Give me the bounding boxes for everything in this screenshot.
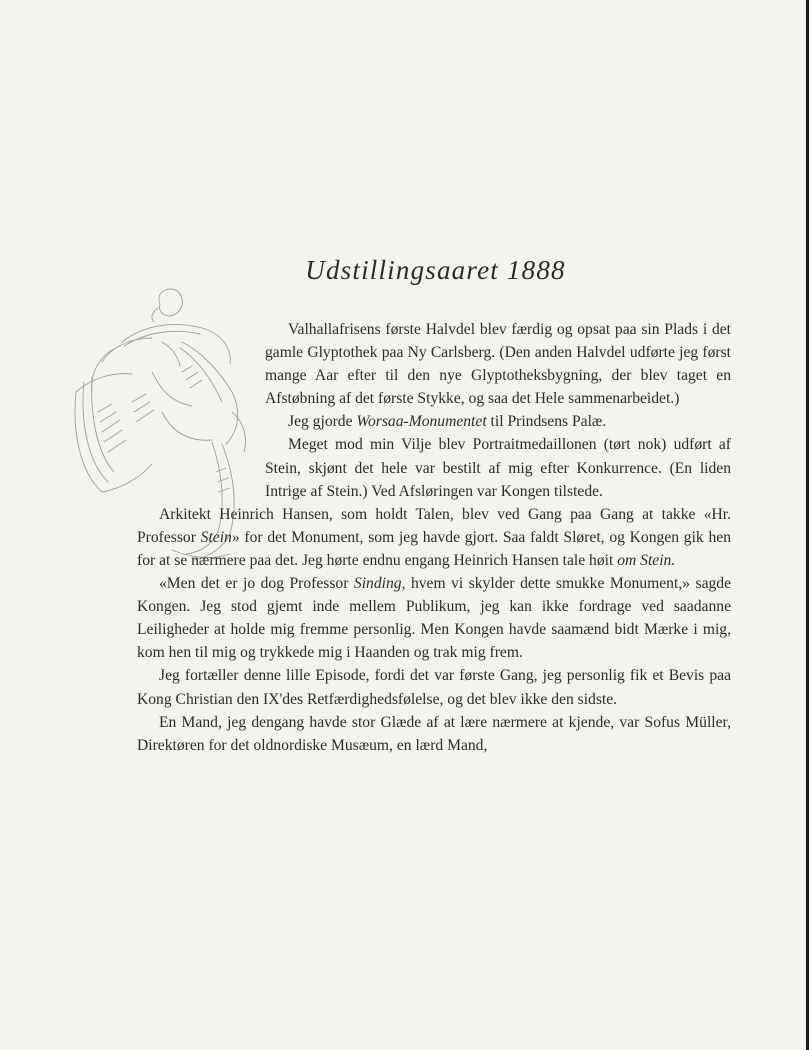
italic-text: om Stein. (617, 551, 676, 569)
paragraph (137, 664, 731, 710)
paragraph (137, 318, 731, 410)
text-run: Jeg gjorde (288, 413, 357, 431)
text-run: Arkitekt Heinrich Hansen, som holdt Talen, blev ved Gang paa Gang at takke «Hr. Professor (137, 505, 731, 546)
text-run: Valhallafrisens første Halvdel blev færdig og opsat paa sin Plads i det gamle Glyptothek paa Ny Carlsberg. (Den anden Halvdel udførte jeg først mange Aar efter til den nye Glyptotheksbygning, der blev taget en Afstøbning af det første Stykke, og saa det Hele sammenarbeidet.) (265, 321, 731, 408)
paragraph (137, 572, 731, 664)
paragraph (137, 711, 731, 757)
text-run: En Mand, jeg dengang havde stor Glæde af at lære nærmere at kjende, var Sofus Müller, Direktøren for det oldnordiske Musæum, en lærd Mand, (137, 713, 731, 754)
text-run: Jeg fortæller denne lille Episode, fordi det var første Gang, jeg personlig fik et Bevis paa Kong Christian den IX'des Retfærdighedsfølelse, og det blev ikke den sidste. (137, 667, 731, 708)
text-run: Meget mod min Vilje blev Portraitmedaillonen (tørt nok) udført af Stein, skjønt det hele var bestilt af mig efter Konkurrence. (En liden Intrige af Stein.) Ved Afsløringen var Kongen tilstede. (265, 436, 731, 500)
paragraph (137, 410, 731, 433)
text-run: til Prindsens Palæ. (486, 413, 607, 431)
italic-text: Sinding (353, 575, 402, 593)
body-text (137, 318, 731, 757)
italic-text: Stein (200, 528, 232, 546)
text-run: «Men det er jo dog Professor (159, 575, 354, 593)
text-run: » for det Monument, som jeg havde gjort. Saa faldt Sløret, og Kongen gik hen for at se nærmere paa det. Jeg hørte endnu engang Heinrich Hansen tale høit (137, 528, 731, 569)
italic-text: Worsaa-Monumentet (356, 413, 487, 431)
paragraph (137, 503, 731, 572)
paragraph (137, 433, 731, 502)
chapter-title: Udstillingsaaret 1888 (305, 255, 566, 285)
text-run: , hvem vi skylder dette smukke Monument,» sagde Kongen. Jeg stod gjemt inde mellem Publikum, jeg kan ikke fordrage ved saadanne Leiligheder at holde mig fremme personlig. Men Kongen havde saamænd bidt Mærke i mig, kom hen til mig og trykkede mig i Haanden og trak mig frem. (137, 575, 732, 662)
